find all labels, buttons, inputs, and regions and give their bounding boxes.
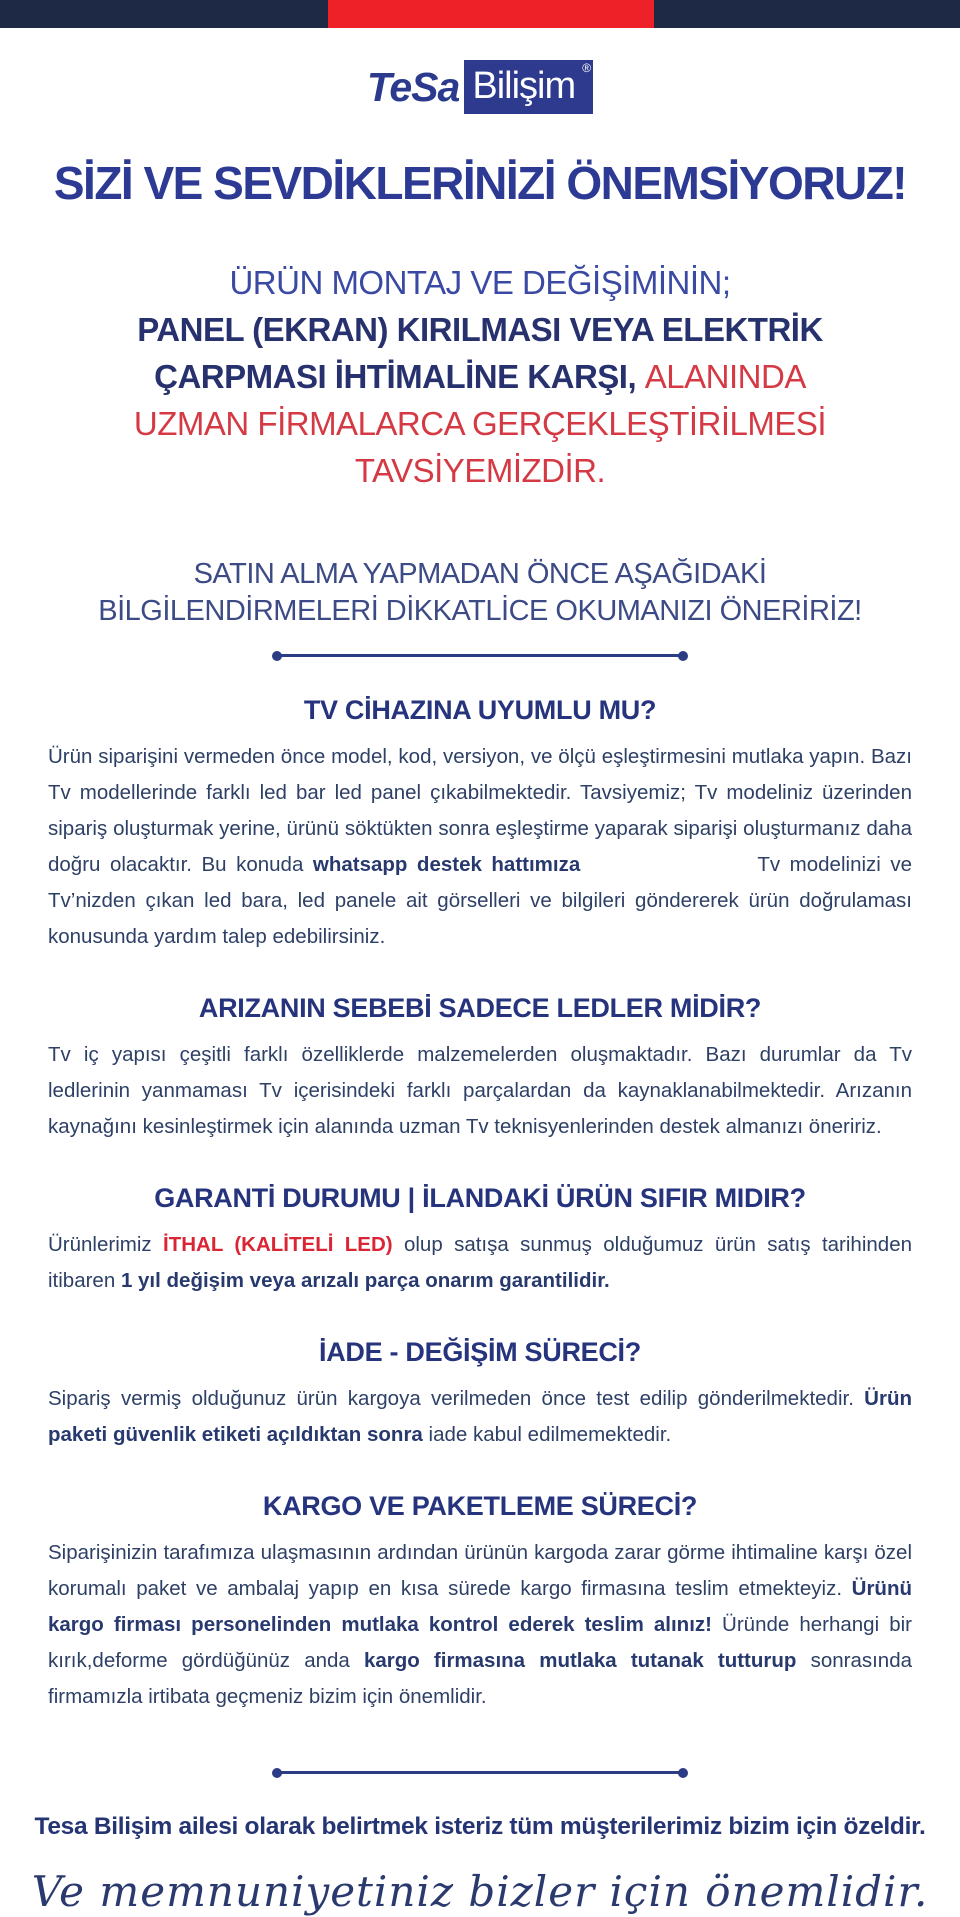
text-segment-regular: sonrasında firmamızla irtibata geçmeniz bizim için önemlidir.: [48, 1649, 913, 1708]
text-segment-bold: Ürün paketi güvenlik etiketi açıldıktan sonra: [48, 1387, 912, 1446]
text-segment-regular: iade kabul edilmemektedir.: [422, 1423, 672, 1446]
text-segment-regular: Tv modelinizi ve Tv’nizden çıkan led bara, led panele ait görselleri ve bilgileri göndererek ürün doğrulaması konusunda yardım talep edebilirsiniz.: [48, 853, 912, 948]
section-divider-top: [277, 654, 683, 657]
pre-purchase-notice: SATIN ALMA YAPMADAN ÖNCE AŞAĞIDAKİ BİLGİLENDİRMELERİ DİKKATLİCE OKUMANIZI ÖNERİRİZ!: [98, 558, 862, 627]
text-segment-red: UZMAN FİRMALARCA GERÇEKLEŞTİRİLMESİ: [133, 405, 827, 442]
text-segment-red: TAVSİYEMİZDİR.: [354, 452, 606, 489]
brand-logo: [0, 61, 960, 113]
logo-bilisim-text: Bilişim: [472, 65, 576, 107]
footer-statement: Tesa Bilişim ailesi olarak belirtmek isteriz tüm müşterilerimiz bizim için özeldir.: [34, 1813, 926, 1840]
text-segment-bold: kargo firmasına mutlaka tutanak tutturup: [363, 1649, 797, 1672]
hero-line: [0, 306, 960, 353]
text-segment-bold: whatsapp destek hattımıza: [312, 853, 581, 876]
text-segment-regular: olup satışa sunmuş olduğumuz ürün satış tarihinden itibaren: [48, 1233, 912, 1292]
section-paragraph-iade: [48, 1381, 912, 1453]
text-segment-red: ALANINDA: [644, 358, 806, 395]
section-heading-ariza: ARIZANIN SEBEBİ SADECE LEDLER MİDİR?: [198, 993, 762, 1023]
page-title: SİZİ VE SEVDİKLERİNİZİ ÖNEMSİYORUZ!: [53, 157, 907, 209]
section-heading-kargo: KARGO VE PAKETLEME SÜRECİ?: [262, 1491, 698, 1521]
text-segment-navy-bold: ÇARPMASI İHTİMALİNE KARŞI,: [154, 358, 645, 395]
section-paragraph-garanti: [48, 1227, 912, 1299]
text-segment-regular: Sipariş vermiş olduğunuz ürün kargoya verilmeden önce test edilip gönderilmektedir.: [48, 1387, 865, 1410]
logo-tesa-text: TeSa: [366, 63, 460, 110]
hero-line: [0, 353, 960, 400]
section-paragraph-kargo: [48, 1535, 912, 1715]
footer-signature: Ve memnuniyetiniz bizler için önemlidir.: [31, 1867, 929, 1916]
text-segment-blue: ÜRÜN MONTAJ VE DEĞİŞİMİNİN;: [229, 264, 731, 301]
section-heading-garanti: GARANTİ DURUMU | İLANDAKİ ÜRÜN SIFIR MIDIR?: [154, 1183, 806, 1213]
hero-line: [0, 259, 960, 306]
registered-trademark-icon: ®: [582, 61, 591, 75]
hero-warning-block: [0, 259, 960, 494]
section-paragraph-ariza: [48, 1037, 912, 1145]
text-segment-regular: Üründe herhangi bir kırık,deforme gördüğünüz anda: [48, 1613, 912, 1672]
top-accent-bar-red-segment: [328, 0, 654, 28]
text-segment-red-bold: İTHAL (KALİTELİ LED): [163, 1233, 393, 1256]
text-segment-bold: Ürünü kargo firması personelinden mutlaka kontrol ederek teslim alınız!: [48, 1577, 912, 1636]
section-heading-iade: İADE - DEĞİŞİM SÜRECİ?: [319, 1337, 641, 1367]
text-segment-regular: Ürün siparişini vermeden önce model, kod, versiyon, ve ölçü eşleştirmesini mutlaka yapın. Bazı Tv modellerinde farklı led bar led panel çıkabilmektedir. Tavsiyemiz; Tv modeliniz üzerinden sipariş oluşturmak yerine, ürünü söktükten sonra eşleştirme yaparak siparişi oluşturmanız daha doğru olacaktır. Bu konuda: [48, 745, 912, 876]
section-paragraph-tv-uyumlu: [48, 739, 912, 955]
text-segment-regular: Siparişinizin tarafımıza ulaşmasının ardından ürünün kargoda zarar görme ihtimaline karşı özel korumalı paket ve ambalaj yapıp en kısa sürede kargo firmasına teslim etmekteyiz.: [48, 1541, 912, 1600]
hero-line: [0, 400, 960, 447]
text-segment-regular: Ürünlerimiz: [48, 1233, 164, 1256]
text-segment-navy-bold: PANEL (EKRAN) KIRILMASI VEYA ELEKTRİK: [137, 311, 823, 348]
text-segment-regular: Tv iç yapısı çeşitli farklı özelliklerde malzemelerden oluşmaktadır. Bazı durumlar da Tv ledlerinin yanmaması Tv içerisindeki farklı parçalardan da kaynaklanabilmektedir. Arızanın kaynağını kesinleştirmek için alanında uzman Tv teknisyenlerinden destek almanızı öneririz.: [48, 1043, 912, 1138]
text-segment-bold: 1 yıl değişim veya arızalı parça onarım garantilidir.: [120, 1269, 610, 1292]
top-accent-bar: [0, 0, 960, 28]
hero-line: [0, 447, 960, 494]
section-heading-tv-uyumlu: TV CİHAZINA UYUMLU MU?: [303, 695, 657, 725]
logo-bilisim-box: [464, 60, 593, 114]
section-divider-bottom: [277, 1771, 683, 1774]
